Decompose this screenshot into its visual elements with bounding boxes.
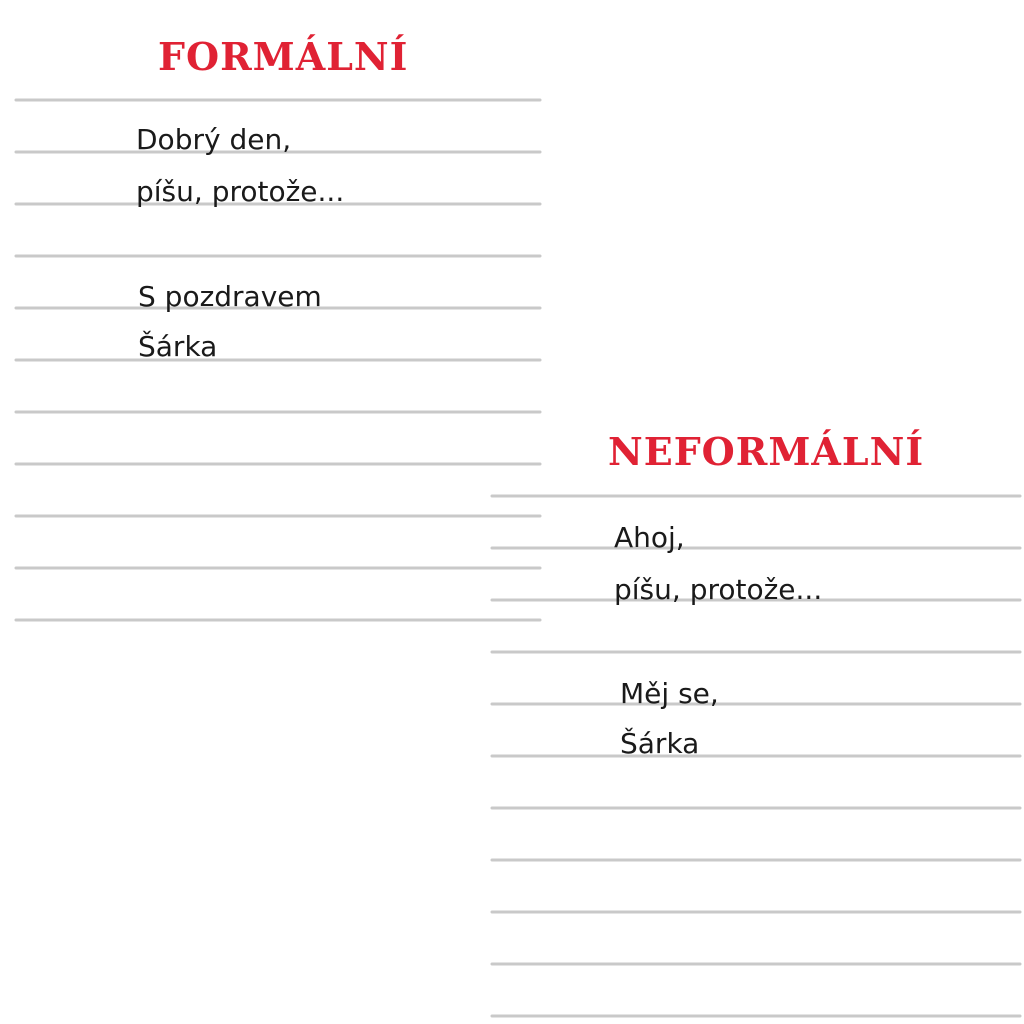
informal-body: píšu, protože...	[614, 573, 823, 606]
formal-title: FORMÁLNÍ	[158, 34, 409, 79]
formal-body: píšu, protože...	[136, 175, 345, 208]
formal-greeting: Dobrý den,	[136, 123, 292, 156]
informal-title: NEFORMÁLNÍ	[608, 429, 925, 474]
informal-closing: Měj se,	[620, 677, 719, 710]
informal-greeting: Ahoj,	[614, 521, 685, 554]
formal-signature: Šárka	[138, 330, 218, 363]
informal-signature: Šárka	[620, 727, 700, 760]
formal-closing: S pozdravem	[138, 280, 322, 313]
